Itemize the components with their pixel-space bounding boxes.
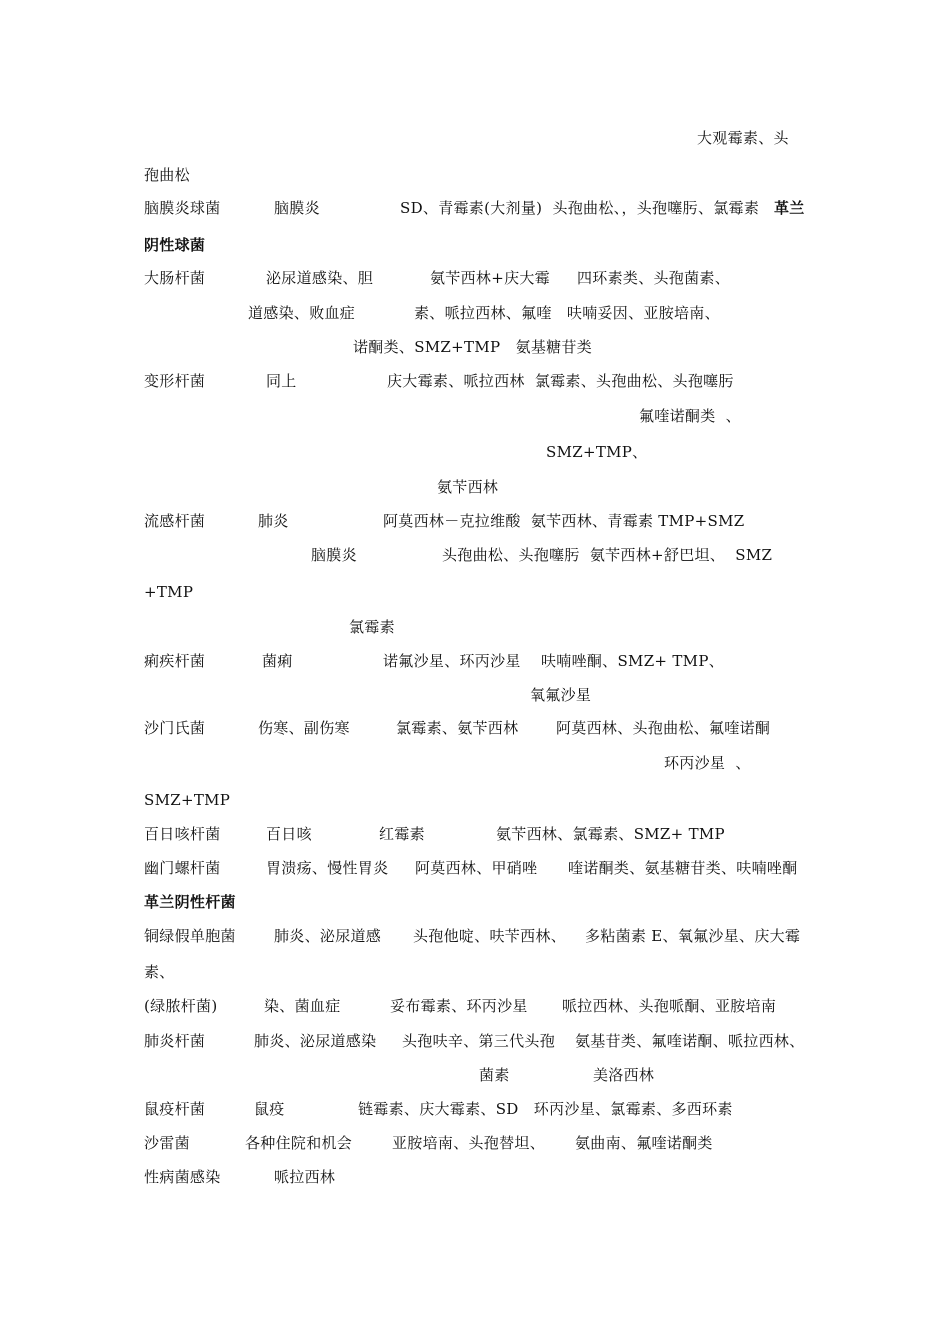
- drug-list: 红霉素: [379, 825, 425, 843]
- drug-list: 素、: [144, 963, 175, 981]
- disease-name: 脑膜炎: [274, 199, 320, 217]
- drug-list: 阿莫西林、甲硝唑: [415, 859, 538, 877]
- text-line: 孢曲松: [144, 166, 190, 184]
- drug-list: 氟喹诺酮类 、: [639, 407, 741, 425]
- bacterium-name: 大肠杆菌: [144, 269, 206, 287]
- drug-list: 素、哌拉西林、氟喹 呋喃妥因、亚胺培南、: [414, 304, 720, 322]
- drug-list: 氨苄西林、氯霉素、SMZ+ TMP: [496, 825, 725, 843]
- disease-name: 肺炎、泌尿道感: [274, 927, 382, 945]
- disease-name: 肺炎: [258, 512, 289, 530]
- bacterium-name: 幽门螺杆菌: [144, 859, 221, 877]
- drug-list: 喹诺酮类、氨基糖苷类、呋喃唑酮: [568, 859, 798, 877]
- drug-list: 哌拉西林: [274, 1168, 336, 1186]
- disease-name: 染、菌血症: [264, 997, 341, 1015]
- disease-name: 脑膜炎: [311, 546, 357, 564]
- drug-list: 头孢呋辛、第三代头孢: [402, 1032, 556, 1050]
- disease-name: 菌痢: [262, 652, 293, 670]
- drug-list: 阿莫西林－克拉维酸 氨苄西林、青霉素 TMP+SMZ: [383, 512, 745, 530]
- bacterium-name: 变形杆菌: [144, 372, 206, 390]
- bacterium-name: 肺炎杆菌: [144, 1032, 206, 1050]
- drug-list: 氧氟沙星: [530, 686, 592, 704]
- bacterium-name: 铜绿假单胞菌: [144, 927, 236, 945]
- drug-list: SMZ+TMP、: [546, 443, 648, 461]
- bacterium-name: 流感杆菌: [144, 512, 206, 530]
- text-line: 大观霉素、头: [697, 129, 789, 147]
- drug-list: 氨苄西林: [437, 478, 499, 496]
- drug-list: 氨曲南、氟喹诺酮类: [575, 1134, 713, 1152]
- bacterium-name: 痢疾杆菌: [144, 652, 206, 670]
- bacterium-name: 沙门氏菌: [144, 719, 206, 737]
- drug-list: 阿莫西林、头孢曲松、氟喹诺酮: [556, 719, 771, 737]
- drug-list: 头孢他啶、呋苄西林、: [413, 927, 567, 945]
- section-heading: 革兰: [774, 199, 805, 217]
- disease-name: 百日咳: [266, 825, 312, 843]
- bacterium-name: 百日咳杆菌: [144, 825, 221, 843]
- disease-name: 伤寒、副伤寒: [258, 719, 350, 737]
- drug-list: 庆大霉素、哌拉西林 氯霉素、头孢曲松、头孢噻肟: [387, 372, 734, 390]
- drug-list: SD、青霉素(大剂量) 头孢曲松、，头孢噻肟、氯霉素: [400, 199, 760, 217]
- disease-name: 胃溃疡、慢性胃炎: [266, 859, 389, 877]
- drug-list: 四环素类、头孢菌素、: [577, 269, 731, 287]
- disease-name: 各种住院和机会: [245, 1134, 353, 1152]
- disease-name: 性病菌感染: [144, 1168, 221, 1186]
- drug-list: 链霉素、庆大霉素、SD 环丙沙星、氯霉素、多西环素: [358, 1100, 733, 1118]
- drug-list: 诺酮类、SMZ+TMP 氨基糖苷类: [353, 338, 593, 356]
- drug-list: 妥布霉素、环丙沙星: [390, 997, 528, 1015]
- drug-list: 氨苄西林+庆大霉: [430, 269, 550, 287]
- drug-list: 氯霉素: [349, 618, 395, 636]
- bacterium-name: 沙雷菌: [144, 1134, 190, 1152]
- disease-name: 道感染、败血症: [248, 304, 356, 322]
- drug-list: 氨基苷类、氟喹诺酮、哌拉西林、: [575, 1032, 805, 1050]
- disease-name: 鼠疫: [254, 1100, 285, 1118]
- drug-list: 哌拉西林、头孢哌酮、亚胺培南: [562, 997, 777, 1015]
- bacterium-name: 脑膜炎球菌: [144, 199, 221, 217]
- section-heading: 阴性球菌: [144, 236, 206, 254]
- drug-list: +TMP: [144, 583, 194, 601]
- drug-list: 诺氟沙星、环丙沙星 呋喃唑酮、SMZ+ TMP、: [383, 652, 725, 670]
- disease-name: 泌尿道感染、胆: [266, 269, 374, 287]
- bacterium-name: 鼠疫杆菌: [144, 1100, 206, 1118]
- disease-name: 肺炎、泌尿道感染: [254, 1032, 377, 1050]
- disease-name: 同上: [266, 372, 297, 390]
- bacterium-alias: (绿脓杆菌): [144, 997, 218, 1015]
- drug-list: SMZ+TMP: [144, 791, 231, 809]
- section-heading: 革兰阴性杆菌: [144, 893, 236, 911]
- drug-list: 氯霉素、氨苄西林: [396, 719, 519, 737]
- drug-list: 亚胺培南、头孢替坦、: [392, 1134, 546, 1152]
- drug-list: 多粘菌素 E、氧氟沙星、庆大霉: [585, 927, 801, 945]
- drug-list: 环丙沙星 、: [664, 754, 751, 772]
- drug-list: 美洛西林: [593, 1066, 655, 1084]
- drug-list: 头孢曲松、头孢噻肟 氨苄西林+舒巴坦、 SMZ: [442, 546, 773, 564]
- drug-list: 菌素: [479, 1066, 510, 1084]
